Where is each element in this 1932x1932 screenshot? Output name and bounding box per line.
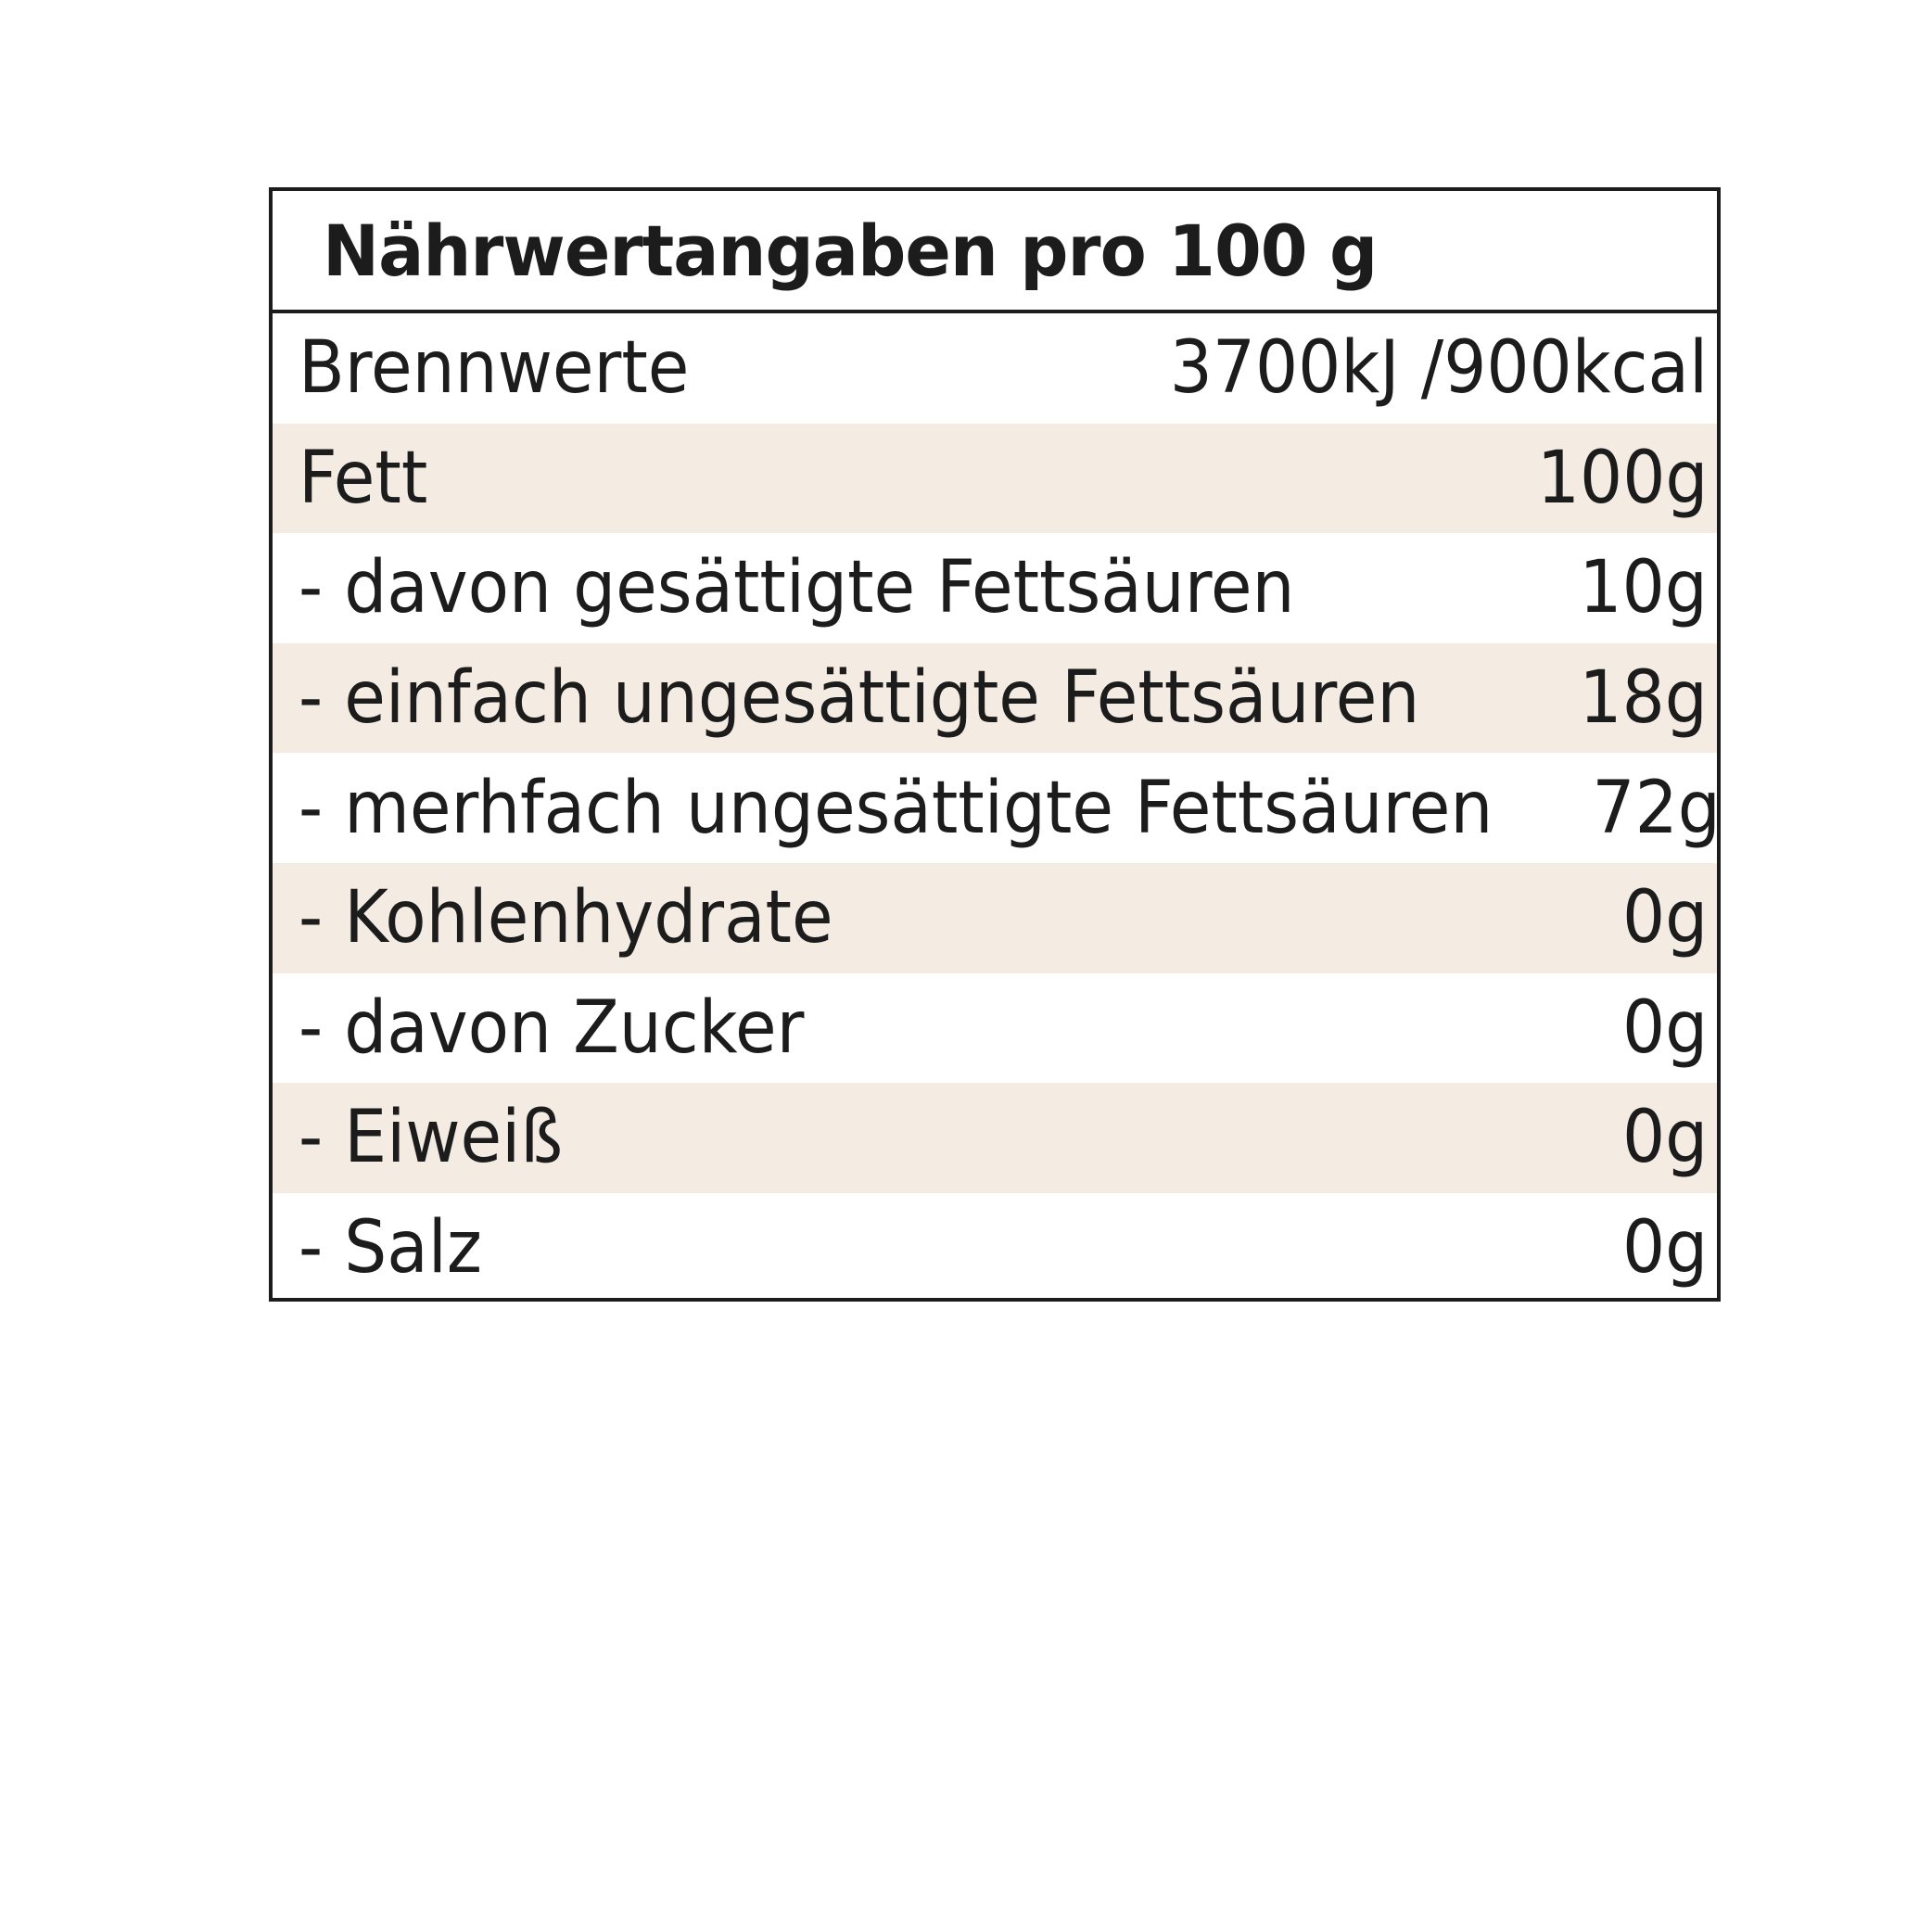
row-label: - merhfach ungesättigte Fettsäuren [299,766,1493,850]
row-label: - davon gesättigte Fettsäuren [299,546,1295,630]
row-label: Brennwerte [299,326,690,411]
row-label: - davon Zucker [299,985,805,1070]
row-gesaettigte-fettsaeuren [273,533,1717,643]
table-title: Nährwertangaben pro 100 g [323,209,1378,292]
row-eiweiss [273,1083,1717,1193]
row-value: 0g [1621,876,1708,960]
row-value: 3700kJ /900kcal [1169,326,1708,411]
row-mehrfach-ungesaettigte [273,753,1722,863]
row-label: - Kohlenhydrate [299,876,833,960]
nutrition-rows [273,313,1722,1303]
row-value: 10g [1579,546,1708,630]
row-label: - Eiweiß [299,1096,564,1180]
nutrition-table [269,187,1721,1302]
row-salz [273,1193,1717,1303]
row-value: 0g [1621,985,1708,1070]
row-value: 100g [1536,436,1708,520]
row-label: - Salz [299,1206,482,1290]
table-header [273,191,1717,313]
row-label: - einfach ungesättigte Fettsäuren [299,656,1420,741]
row-value: 72g [1592,766,1722,850]
row-brennwerte [273,313,1717,424]
row-value: 0g [1621,1096,1708,1180]
row-zucker [273,973,1717,1084]
row-value: 18g [1579,656,1708,741]
row-fett [273,424,1717,534]
row-einfach-ungesaettigte [273,643,1717,754]
row-kohlenhydrate [273,863,1717,973]
row-value: 0g [1621,1206,1708,1290]
row-label: Fett [299,436,428,520]
